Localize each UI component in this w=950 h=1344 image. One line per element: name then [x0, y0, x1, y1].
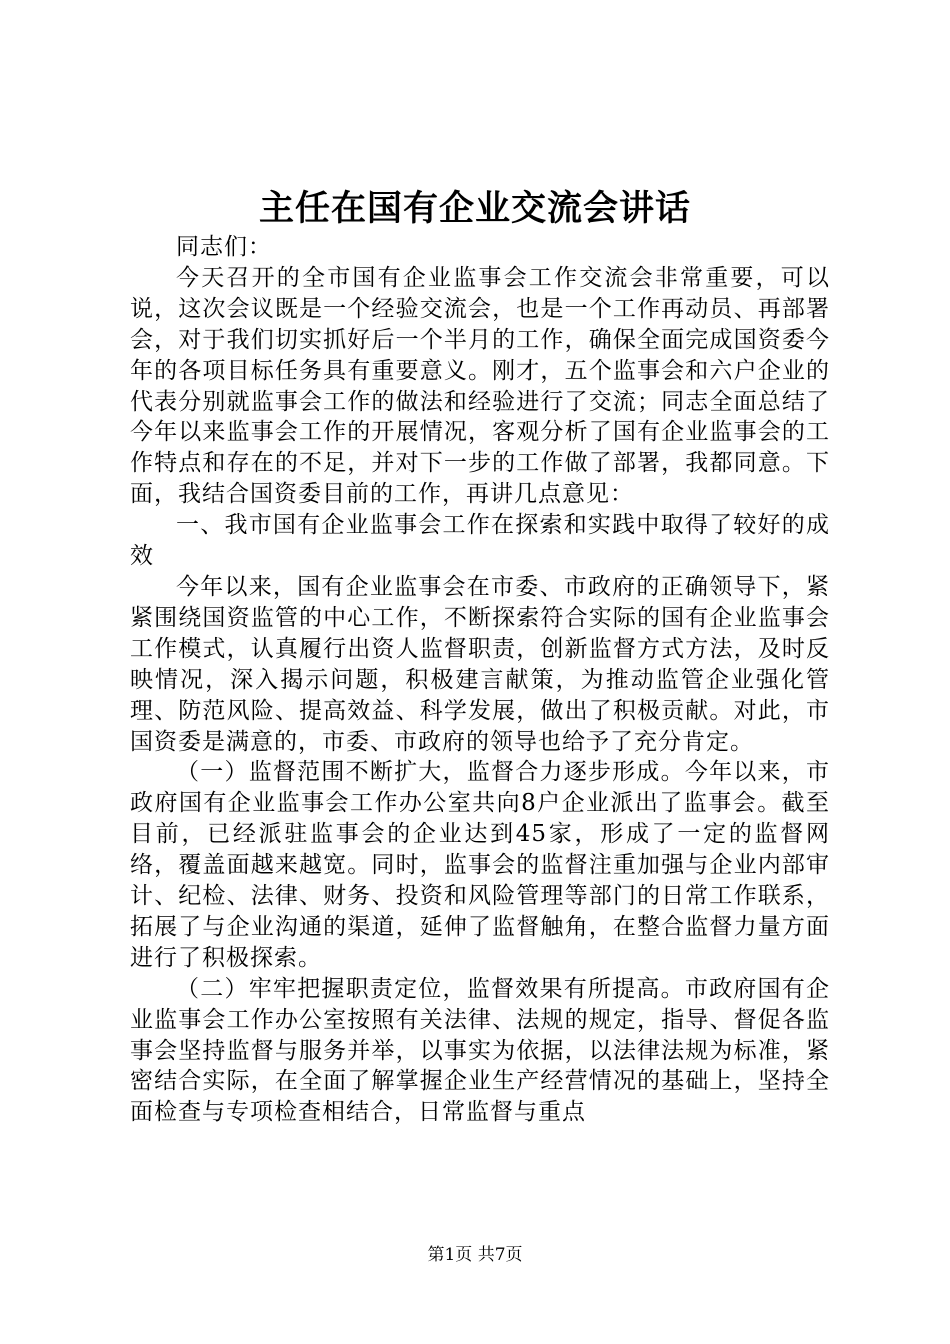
document-body [130, 232, 830, 1128]
subsection-1-paragraph: （一）监督范围不断扩大，监督合力逐步形成。今年以来，市政府国有企业监事会工作办公室共向8户企业派出了监事会。截至目前，已经派驻监事会的企业达到45家，形成了一定的监督网络，覆盖面越来越宽。同时，监事会的监督注重加强与企业内部审计、纪检、法律、财务、投资和风险管理等部门的日常工作联系，拓展了与企业沟通的渠道，延伸了监督触角，在整合监督力量方面进行了积极探索。 [130, 759, 830, 971]
subsection-2-paragraph: （二）牢牢把握职责定位，监督效果有所提高。市政府国有企业监事会工作办公室按照有关法律、法规的规定，指导、督促各监事会坚持监督与服务并举，以事实为依据，以法律法规为标准，紧密结合实际，在全面了解掌握企业生产经营情况的基础上，坚持全面检查与专项检查相结合，日常监督与重点 [130, 975, 830, 1126]
intro-paragraph: 今天召开的全市国有企业监事会工作交流会非常重要，可以说，这次会议既是一个经验交流会，也是一个工作再动员、再部署会，对于我们切实抓好后一个半月的工作，确保全面完成国资委今年的各项目标任务具有重要意义。刚才，五个监事会和六户企业的代表分别就监事会工作的做法和经验进行了交流；同志全面总结了今年以来监事会工作的开展情况，客观分析了国有企业监事会的工作特点和存在的不足，并对下一步的工作做了部署，我都同意。下面，我结合国资委目前的工作，再讲几点意见： [130, 264, 830, 508]
page-number-footer: 第1页 共7页 [427, 1245, 523, 1265]
section-heading-1: 一、我市国有企业监事会工作在探索和实践中取得了较好的成效 [130, 512, 830, 570]
salutation-paragraph: 同志们： [176, 234, 272, 260]
section-1-paragraph: 今年以来，国有企业监事会在市委、市政府的正确领导下，紧紧围绕国资监管的中心工作，不断探索符合实际的国有企业监事会工作模式，认真履行出资人监督职责，创新监督方式方法，及时反映情况，深入揭示问题，积极建言献策，为推动监管企业强化管理、防范风险、提高效益、科学发展，做出了积极贡献。对此，市国资委是满意的，市委、市政府的领导也给予了充分肯定。 [130, 573, 830, 755]
document-title: 主任在国有企业交流会讲话 [258, 189, 691, 229]
